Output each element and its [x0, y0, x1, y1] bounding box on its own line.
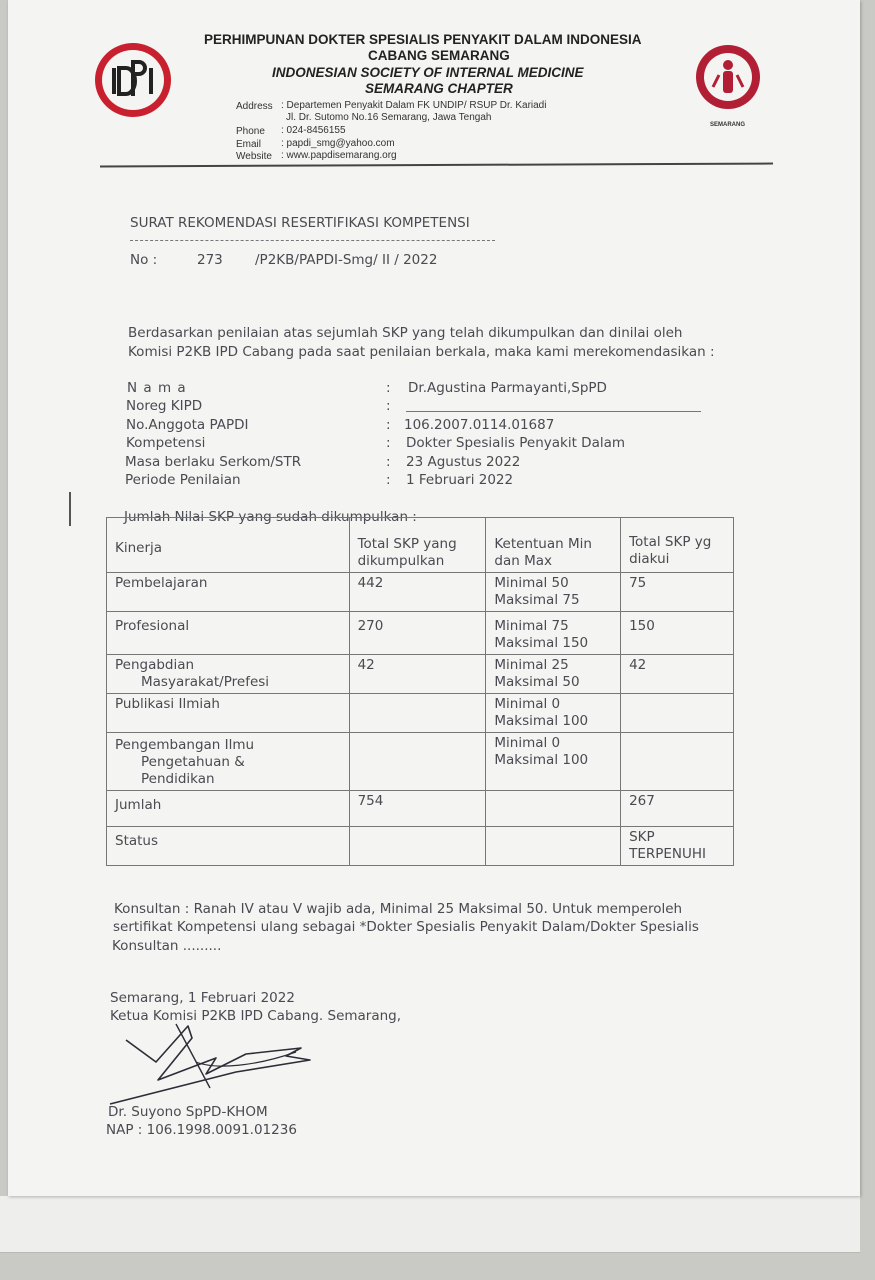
semarang-chapter-logo-icon	[689, 43, 767, 121]
signer-nap: NAP : 106.1998.0091.01236	[106, 1122, 297, 1138]
letter-number-suffix: /P2KB/PAPDI-Smg/ II / 2022	[255, 252, 438, 268]
field-label-masa: Masa berlaku Serkom/STR	[125, 454, 302, 470]
table-row	[107, 612, 734, 655]
cell-diakui: 42	[621, 655, 734, 694]
field-colon: :	[386, 417, 391, 433]
cell-total	[349, 694, 486, 733]
table-row	[107, 655, 734, 694]
table-row	[107, 733, 734, 791]
field-label-anggota: No.Anggota PAPDI	[126, 417, 249, 433]
cell-jumlah-diakui: 267	[621, 791, 734, 827]
cell-status-label: Status	[107, 827, 350, 866]
cell-kinerja: Pembelajaran	[107, 573, 350, 612]
field-value-kompetensi: Dokter Spesialis Penyakit Dalam	[406, 435, 626, 451]
place-date: Semarang, 1 Februari 2022	[110, 990, 295, 1006]
field-value-anggota: 106.2007.0114.01687	[404, 417, 555, 433]
phone-value: : 024-8456155	[281, 125, 346, 136]
table-row-jumlah	[107, 791, 734, 827]
field-colon: :	[386, 454, 391, 470]
website-value: : www.papdisemarang.org	[281, 150, 397, 161]
email-value: : papdi_smg@yahoo.com	[281, 138, 395, 149]
cell-total: 42	[349, 655, 486, 694]
signer-name: Dr. Suyono SpPD-KHOM	[108, 1104, 268, 1120]
title-dashed-line	[130, 240, 495, 241]
cell-jumlah-ketentuan	[486, 791, 621, 827]
table-row-status	[107, 827, 734, 866]
letter-number-label: No :	[130, 252, 158, 268]
chapter-name: CABANG SEMARANG	[368, 48, 510, 63]
intro-line-2: Komisi P2KB IPD Cabang pada saat penilaian berkala, maka kami merekomendasikan :	[128, 344, 715, 360]
field-colon: :	[386, 472, 391, 488]
cell-ketentuan: Minimal 0 Maksimal 100	[486, 694, 621, 733]
table-caption: Jumlah Nilai SKP yang sudah dikumpulkan :	[124, 509, 417, 525]
cell-kinerja: Publikasi Ilmiah	[107, 694, 350, 733]
letter-number-value: 273	[197, 252, 223, 268]
note-line-2: sertifikat Kompetensi ulang sebagai *Dokter Spesialis Penyakit Dalam/Dokter Spesialis	[113, 919, 699, 935]
cell-kinerja: Pengabdian Masyarakat/Prefesi	[107, 655, 350, 694]
cell-status-total	[349, 827, 486, 866]
org-name: PERHIMPUNAN DOKTER SPESIALIS PENYAKIT DALAM INDONESIA	[204, 32, 642, 47]
cell-total: 442	[349, 573, 486, 612]
note-line-3: Konsultan .........	[112, 938, 222, 954]
field-value-masa: 23 Agustus 2022	[406, 454, 521, 470]
chapter-name-en: SEMARANG CHAPTER	[365, 81, 513, 96]
address-line-1: : Departemen Penyakit Dalam FK UNDIP/ RSUP Dr. Kariadi	[281, 100, 547, 111]
header-kinerja: Kinerja	[107, 518, 350, 573]
skp-table	[106, 517, 734, 866]
cell-ketentuan: Minimal 25 Maksimal 50	[486, 655, 621, 694]
field-label-noreg: Noreg KIPD	[126, 398, 203, 414]
intro-line-1: Berdasarkan penilaian atas sejumlah SKP yang telah dikumpulkan dan dinilai oleh	[128, 325, 683, 341]
papdi-logo-icon	[93, 40, 173, 120]
phone-label: Phone	[236, 126, 265, 137]
cell-kinerja: Profesional	[107, 612, 350, 655]
header-diakui: Total SKP yg diakui	[621, 518, 734, 573]
website-label: Website	[236, 151, 272, 162]
cell-jumlah-total: 754	[349, 791, 486, 827]
noreg-underline	[406, 411, 701, 412]
cell-kinerja: Pengembangan Ilmu Pengetahuan & Pendidikan	[107, 733, 350, 791]
cell-ketentuan: Minimal 0 Maksimal 100	[486, 733, 621, 791]
header-total: Total SKP yang dikumpulkan	[349, 518, 486, 573]
field-colon: :	[386, 380, 391, 396]
signer-title: Ketua Komisi P2KB IPD Cabang. Semarang,	[110, 1008, 402, 1024]
cell-jumlah-label: Jumlah	[107, 791, 350, 827]
cell-status-value: SKP TERPENUHI	[621, 827, 734, 866]
margin-pen-mark	[69, 492, 71, 526]
address-line-2: Jl. Dr. Sutomo No.16 Semarang, Jawa Tengah	[286, 112, 492, 123]
cell-diakui	[621, 733, 734, 791]
signature-icon	[96, 1018, 326, 1108]
header-ketentuan: Ketentuan Min dan Max	[486, 518, 621, 573]
cell-diakui: 75	[621, 573, 734, 612]
table-row	[107, 694, 734, 733]
field-colon: :	[386, 398, 391, 414]
letter-title: SURAT REKOMENDASI RESERTIFIKASI KOMPETENSI	[130, 215, 470, 231]
cell-status-ketentuan	[486, 827, 621, 866]
cell-ketentuan: Minimal 50 Maksimal 75	[486, 573, 621, 612]
field-colon: :	[386, 435, 391, 451]
cell-ketentuan: Minimal 75 Maksimal 150	[486, 612, 621, 655]
address-label: Address	[236, 101, 273, 112]
note-line-1: Konsultan : Ranah IV atau V wajib ada, Minimal 25 Maksimal 50. Untuk memperoleh	[114, 901, 683, 917]
cell-total	[349, 733, 486, 791]
table-row	[107, 573, 734, 612]
logo-right-caption: SEMARANG	[710, 122, 746, 128]
cell-diakui	[621, 694, 734, 733]
cell-diakui: 150	[621, 612, 734, 655]
field-label-nama: N a m a	[127, 380, 187, 396]
field-value-periode: 1 Februari 2022	[406, 472, 514, 488]
field-label-kompetensi: Kompetensi	[126, 435, 206, 451]
cell-total: 270	[349, 612, 486, 655]
paper-stack-layer-4	[0, 1240, 860, 1253]
org-name-en: INDONESIAN SOCIETY OF INTERNAL MEDICINE	[272, 65, 584, 80]
field-value-nama: Dr.Agustina Parmayanti,SpPD	[408, 380, 607, 396]
field-label-periode: Periode Penilaian	[125, 472, 241, 488]
email-label: Email	[236, 139, 262, 150]
table-header-row	[107, 518, 734, 573]
